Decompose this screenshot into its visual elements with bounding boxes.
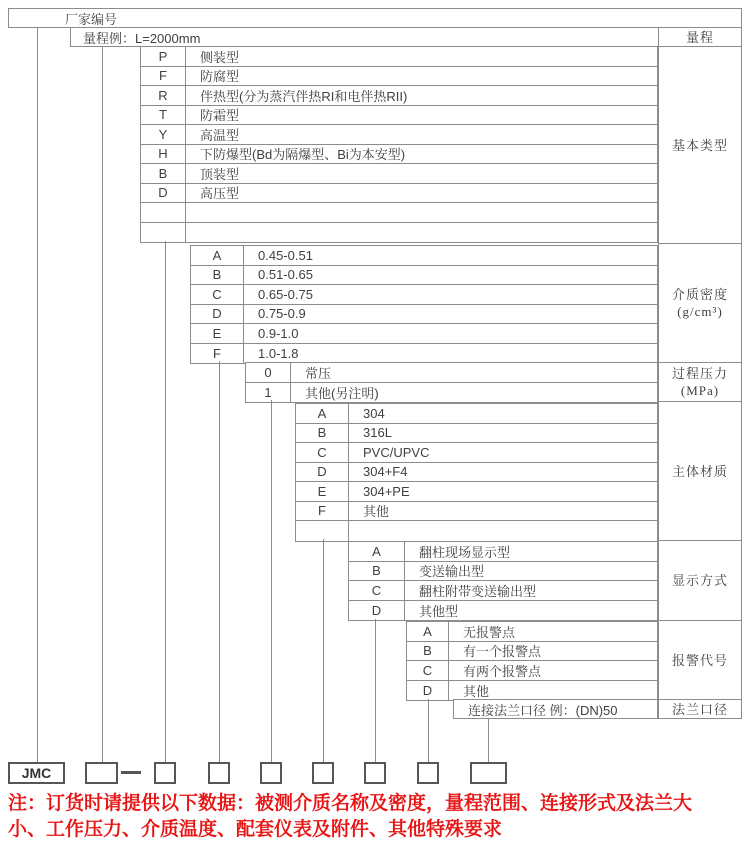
code-cell: A [191, 246, 244, 265]
code-cell: 1 [246, 383, 291, 403]
desc-cell: 侧装型 [200, 49, 240, 65]
code-cell: B [407, 642, 449, 661]
alarm-code-table [406, 621, 658, 701]
connector-line [375, 619, 376, 762]
desc-cell: 0.75-0.9 [258, 306, 306, 322]
table-row [296, 404, 657, 424]
table-row [141, 164, 657, 184]
code-cell: R [141, 86, 186, 105]
code-cell: Y [141, 125, 186, 144]
code-box-basic [154, 762, 176, 784]
connector-line [323, 539, 324, 762]
table-row [141, 106, 657, 126]
code-cell: A [349, 542, 405, 561]
table-row [141, 125, 657, 145]
desc-cell: 1.0-1.8 [258, 345, 299, 361]
basic-type-table [140, 46, 658, 243]
table-row [349, 542, 657, 562]
desc-cell: 其他 [363, 504, 390, 520]
code-cell: F [141, 67, 186, 86]
code-cell: D [407, 681, 449, 701]
code-cell: C [296, 443, 349, 462]
table-row [141, 184, 657, 204]
code-cell: D [141, 184, 186, 203]
code-cell: D [296, 463, 349, 482]
code-cell: T [141, 106, 186, 125]
flange-size-row [453, 699, 658, 719]
section-label-material: 主体材质 [659, 402, 741, 541]
desc-cell: 0.45-0.51 [258, 247, 313, 263]
table-row [407, 622, 657, 642]
connector-line [102, 46, 103, 762]
table-row [349, 581, 657, 601]
code-cell: D [191, 305, 244, 324]
desc-cell: 304 [363, 405, 385, 421]
code-cell: B [141, 164, 186, 183]
code-cell: E [296, 482, 349, 501]
table-row-empty [141, 223, 657, 243]
section-label-density: 介质密度 (g/cm³) [659, 244, 741, 363]
table-row [141, 86, 657, 106]
desc-cell: 翻柱现场显示型 [419, 544, 511, 560]
desc-cell: 翻柱附带变送输出型 [419, 583, 537, 599]
code-cell [141, 223, 186, 243]
desc-cell: 有两个报警点 [463, 663, 542, 679]
desc-cell [349, 521, 657, 541]
desc-cell: 防霜型 [200, 108, 240, 124]
desc-cell: 304+F4 [363, 464, 408, 480]
code-box-display [364, 762, 386, 784]
desc-cell: 0.9-1.0 [258, 325, 299, 341]
section-label-range: 量程 [659, 28, 741, 47]
code-cell: A [296, 404, 349, 423]
code-cell: P [141, 47, 186, 66]
section-label-flange: 法兰口径 [671, 701, 728, 717]
code-box-range [85, 762, 118, 784]
desc-cell: PVC/UPVC [363, 444, 430, 460]
code-cell: C [191, 285, 244, 304]
table-row [296, 424, 657, 444]
connector-line [428, 699, 429, 762]
density-table [190, 245, 658, 364]
ordering-note: 注：订货时请提供以下数据：被测介质名称及密度，量程范围、连接形式及法兰大小、工作压力、介质温度、配套仪表及附件、其他特殊要求 [8, 793, 693, 840]
table-row [191, 266, 657, 286]
desc-cell: 0.65-0.75 [258, 286, 313, 302]
desc-cell: 其他 [463, 683, 490, 699]
desc-cell: 变送输出型 [419, 564, 485, 580]
desc-cell: 316L [363, 425, 392, 441]
pressure-table [245, 362, 658, 403]
table-row [407, 681, 657, 701]
table-row [349, 562, 657, 582]
manufacturer-label: 厂家编号 [65, 11, 118, 27]
table-row [296, 463, 657, 483]
manufacturer-row [8, 8, 742, 28]
desc-cell: 高压型 [200, 186, 240, 202]
desc-cell: 有一个报警点 [463, 644, 542, 660]
code-cell: E [191, 324, 244, 343]
desc-cell: 无报警点 [463, 624, 516, 640]
code-box-material [312, 762, 334, 784]
connector-line [37, 27, 38, 762]
desc-cell: 连接法兰口径 例：(DN)50 [468, 702, 618, 718]
table-row [141, 145, 657, 165]
code-box-flange [470, 762, 507, 784]
table-row [141, 67, 657, 87]
code-box-pressure [260, 762, 282, 784]
desc-cell [186, 223, 657, 243]
code-cell: B [349, 562, 405, 581]
code-cell [296, 521, 349, 541]
table-row [191, 285, 657, 305]
code-cell: A [407, 622, 449, 641]
desc-cell: 0.51-0.65 [258, 267, 313, 283]
code-cell: C [349, 581, 405, 600]
desc-cell: 其他(另注明) [305, 385, 379, 401]
code-cell: B [296, 424, 349, 443]
code-cell: C [407, 661, 449, 680]
code-cell: F [296, 502, 349, 521]
connector-line [219, 361, 220, 762]
code-cell: D [349, 601, 405, 621]
desc-cell: 防腐型 [200, 69, 240, 85]
section-label-display: 显示方式 [659, 541, 741, 621]
section-label-pressure: 过程压力 (MPa) [659, 363, 741, 402]
table-row [191, 305, 657, 325]
range-row [70, 27, 742, 47]
code-cell: H [141, 145, 186, 164]
table-row [296, 482, 657, 502]
model-prefix-box [8, 762, 65, 784]
range-example-label: 量程例：L=2000mm [83, 30, 201, 46]
desc-cell: 下防爆型(Bd为隔爆型、Bi为本安型) [200, 147, 406, 163]
table-row [407, 661, 657, 681]
desc-cell: 304+PE [363, 483, 410, 499]
table-row [296, 502, 657, 522]
code-box-density [208, 762, 230, 784]
model-prefix-label: JMC [21, 765, 52, 781]
desc-cell: 顶装型 [200, 166, 240, 182]
connector-line [165, 241, 166, 762]
table-row [296, 443, 657, 463]
connector-line [488, 718, 489, 762]
code-cell [141, 203, 186, 222]
table-row [246, 363, 657, 383]
dash-separator [121, 771, 141, 774]
code-box-alarm [417, 762, 439, 784]
table-row-empty [141, 203, 657, 223]
desc-cell: 常压 [305, 365, 332, 381]
connector-line [271, 400, 272, 762]
desc-cell: 高温型 [200, 127, 240, 143]
table-row [191, 246, 657, 266]
code-cell: 0 [246, 363, 291, 382]
desc-cell: 伴热型(分为蒸汽伴热RI和电伴热RII) [200, 88, 408, 104]
table-row [407, 642, 657, 662]
section-label-alarm: 报警代号 [659, 621, 741, 700]
table-row-empty [296, 521, 657, 541]
display-mode-table [348, 541, 658, 621]
code-cell: F [191, 344, 244, 364]
material-table [295, 403, 658, 542]
desc-cell: 其他型 [419, 603, 459, 619]
desc-cell [186, 203, 657, 222]
table-row [141, 47, 657, 67]
table-row [454, 700, 657, 718]
table-row [349, 601, 657, 621]
code-cell: B [191, 266, 244, 285]
table-row [191, 344, 657, 364]
section-label-basic: 基本类型 [659, 47, 741, 244]
table-row [191, 324, 657, 344]
table-row [246, 383, 657, 403]
section-label-column [658, 27, 742, 719]
